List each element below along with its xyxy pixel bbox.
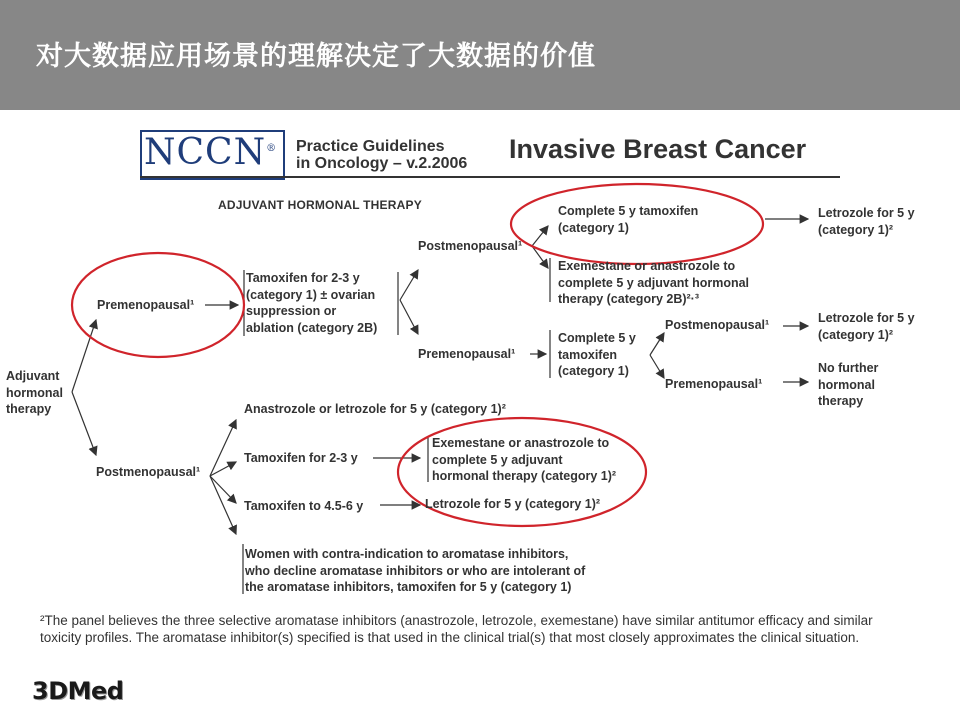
node-exemestane-a: Exemestane or anastrozole to complete 5 y adjuvant hormonal therapy (category 2B)²·³ bbox=[558, 259, 750, 306]
node-complete-tamoxifen-b: Complete 5 y tamoxifen (category 1) bbox=[558, 331, 636, 378]
guideline-subtitle-2: in Oncology – v.2.2006 bbox=[296, 155, 468, 172]
edge-cb-pre bbox=[650, 355, 664, 378]
section-title: ADJUVANT HORMONAL THERAPY bbox=[218, 198, 422, 212]
node-later-premenopausal: Premenopausal¹ bbox=[418, 347, 516, 361]
nccn-logo-text: NCCN bbox=[144, 132, 267, 173]
edge-to-pre bbox=[400, 300, 418, 334]
node-contraindication: Women with contra-indication to aromatase inhibitors, who decline aromatase inhibitors or who are intolerant of the aromatase inhibitors, tamoxifen for 5 y (category 1) bbox=[245, 547, 586, 594]
node-complete-tamoxifen: Complete 5 y tamoxifen (category 1) bbox=[558, 204, 699, 235]
edge-post-complete bbox=[532, 226, 548, 246]
guideline-title: Invasive Breast Cancer bbox=[509, 134, 807, 164]
node-postmenopausal: Postmenopausal¹ bbox=[96, 465, 201, 479]
node-no-further: No further hormonal therapy bbox=[818, 361, 879, 408]
node-postmenopausal-b: Postmenopausal¹ bbox=[665, 318, 770, 332]
node-letrozole-c: Letrozole for 5 y (category 1)² bbox=[425, 497, 601, 511]
edge-post-contra bbox=[210, 476, 236, 534]
node-exemestane-b: Exemestane or anastrozole to complete 5 y adjuvant hormonal therapy (category 1)² bbox=[432, 436, 617, 483]
node-tamoxifen-2-3: Tamoxifen for 2-3 y bbox=[244, 451, 358, 465]
footnote: ²The panel believes the three selective aromatase inhibitors (anastrozole, letrozole, exemestane) have similar antitumor efficacy and similar toxicity profiles. The aromatase inhibitor(s) specified is that used in the clinical trial(s) that most closely approximates the clinical situation. bbox=[40, 613, 873, 645]
node-tamoxifen-4-5-6: Tamoxifen to 4.5-6 y bbox=[244, 499, 364, 513]
node-premenopausal-b: Premenopausal¹ bbox=[665, 377, 763, 391]
node-anastrozole: Anastrozole or letrozole for 5 y (category 1)² bbox=[244, 402, 506, 416]
node-later-postmenopausal: Postmenopausal¹ bbox=[418, 239, 523, 253]
node-letrozole-a: Letrozole for 5 y (category 1)² bbox=[818, 206, 915, 237]
edge-to-post bbox=[400, 270, 418, 300]
registered-mark: ® bbox=[266, 143, 278, 154]
edge-post-anastro bbox=[210, 420, 236, 476]
edge-cb-post bbox=[650, 333, 664, 355]
node-premenopausal: Premenopausal¹ bbox=[97, 298, 195, 312]
edge-root-post bbox=[72, 392, 96, 455]
brand-logo: 3DMed bbox=[32, 677, 124, 705]
guideline-subtitle-1: Practice Guidelines bbox=[296, 138, 445, 155]
node-tamoxifen-ovarian: Tamoxifen for 2-3 y (category 1) ± ovarian suppression or ablation (category 2B) bbox=[246, 271, 378, 335]
node-root: Adjuvant hormonal therapy bbox=[6, 369, 63, 416]
node-letrozole-b: Letrozole for 5 y (category 1)² bbox=[818, 311, 915, 342]
slide-title: 对大数据应用场景的理解决定了大数据的价值 bbox=[36, 41, 596, 72]
edge-post-tamox456 bbox=[210, 476, 236, 503]
